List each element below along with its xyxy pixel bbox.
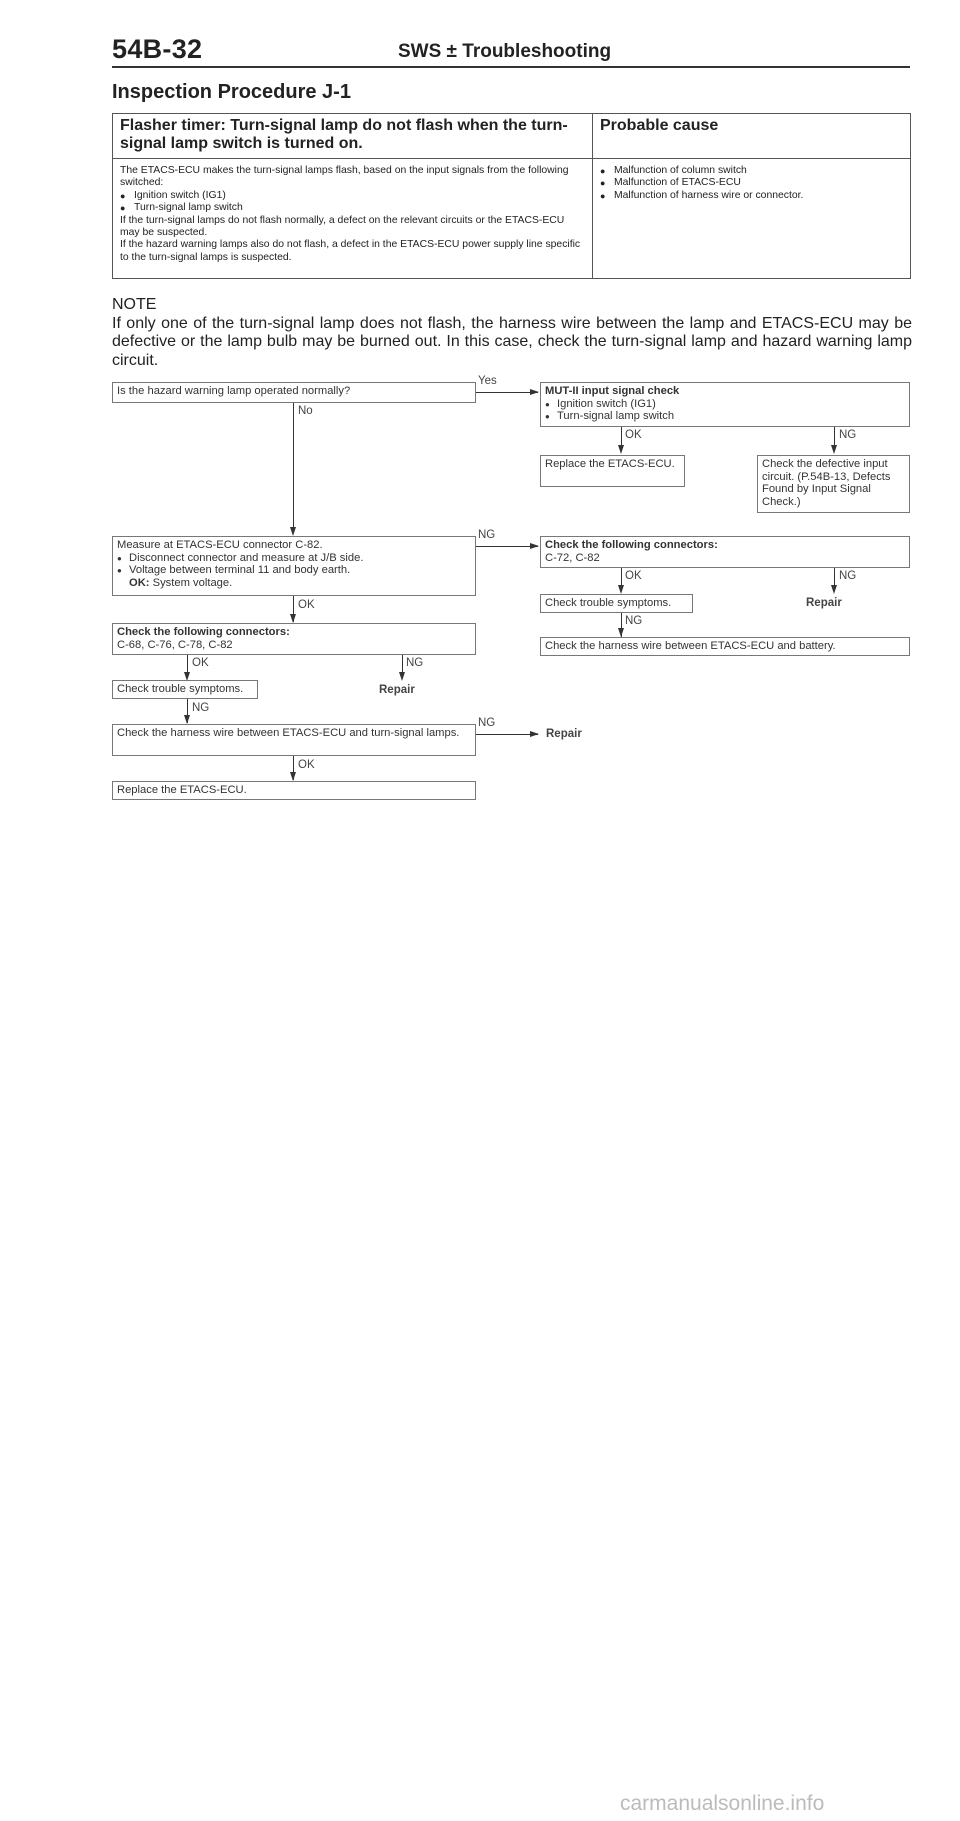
check-connectors-value: C-68, C-76, C-78, C-82: [117, 638, 233, 651]
mut-check-box: [540, 382, 910, 427]
description-intro: The ETACS-ECU makes the turn-signal lamps flash, based on the input signals from the following switched:: [120, 165, 569, 189]
measure-ok-value: System voltage.: [152, 576, 233, 589]
measure-ok-label: OK:: [129, 576, 150, 589]
ng-label: NG: [839, 429, 857, 441]
measure-bullet: ● Voltage between terminal 11 and body earth.: [117, 564, 471, 577]
no-label: No: [298, 405, 313, 417]
check-trouble-box: [112, 680, 258, 699]
symptom-header: Flasher timer: Turn-signal lamp do not flash when the turn-signal lamp switch is turned on.: [113, 114, 593, 159]
check-harness-lamps-box: [112, 724, 476, 756]
connector-line: [621, 427, 622, 447]
ok-label: OK: [298, 759, 315, 771]
mut-title: MUT-II input signal check: [545, 385, 680, 397]
section-title: SWS ± Troubleshooting: [398, 41, 612, 62]
ng-label: NG: [192, 702, 210, 714]
header-rule: [112, 66, 910, 68]
cause-item: ● Malfunction of harness wire or connector.: [600, 190, 903, 202]
yes-label: Yes: [478, 375, 497, 387]
hazard-question: Is the hazard warning lamp operated normally?: [117, 385, 351, 397]
check-connectors-title: Check the following connectors:: [117, 626, 290, 638]
procedure-title: Inspection Procedure J-1: [112, 81, 351, 103]
cause-item: ● Malfunction of column switch: [600, 165, 903, 177]
check-trouble-text: Check trouble symptoms.: [545, 597, 672, 609]
arrow-down: [290, 527, 296, 536]
arrow-down: [290, 772, 296, 781]
check-input-circuit-box: [757, 455, 910, 513]
arrow-right: [530, 389, 539, 395]
ng-label: NG: [478, 529, 496, 541]
measure-title: Measure at ETACS-ECU connector C-82.: [117, 539, 323, 551]
arrow-down: [831, 585, 837, 594]
arrow-right: [530, 731, 539, 737]
check-harness-battery-box: [540, 637, 910, 656]
ng-label: NG: [839, 570, 857, 582]
ok-label: OK: [298, 599, 315, 611]
description-text: If the hazard warning lamps also do not flash, a defect in the ETACS-ECU power supply line specific to the turn-signal lamps is suspected.: [120, 239, 581, 263]
description-text: If the turn-signal lamps do not flash normally, a defect on the relevant circuits or the ETACS-ECU may be suspected.: [120, 214, 565, 239]
arrow-down: [831, 445, 837, 454]
arrow-down: [618, 585, 624, 594]
check-input-circuit-text: Check the defective input circuit. (P.54B-13, Defects Found by Input Signal Check.): [762, 458, 891, 508]
cause-header: Probable cause: [593, 114, 911, 159]
check-connectors-title: Check the following connectors:: [545, 539, 718, 551]
measure-bullet: ● Disconnect connector and measure at J/B side.: [117, 552, 471, 565]
check-trouble-box: [540, 594, 693, 613]
description-bullet: ● Turn-signal lamp switch: [120, 202, 585, 214]
ng-label: NG: [478, 717, 496, 729]
check-trouble-text: Check trouble symptoms.: [117, 683, 244, 695]
hazard-question-box: [112, 382, 476, 403]
ok-label: OK: [192, 657, 209, 669]
connector-line: [834, 427, 835, 447]
check-harness-battery-text: Check the harness wire between ETACS-ECU and battery.: [545, 640, 836, 652]
repair-label: Repair: [806, 597, 842, 609]
ok-label: OK: [625, 429, 642, 441]
arrow-down: [618, 628, 624, 637]
probable-causes: [593, 159, 911, 279]
replace-etacs-final-box: [112, 781, 476, 800]
mut-bullet: ● Ignition switch (IG1): [545, 398, 905, 411]
connector-line: [293, 403, 294, 529]
connector-line: [476, 546, 538, 547]
replace-etacs-text: Replace the ETACS-ECU.: [545, 458, 675, 470]
ng-label: NG: [625, 615, 643, 627]
note: [112, 296, 912, 370]
check-harness-lamps-text: Check the harness wire between ETACS-ECU and turn-signal lamps.: [117, 727, 460, 739]
repair-label: Repair: [546, 728, 582, 740]
check-connectors-value: C-72, C-82: [545, 551, 600, 564]
replace-etacs-box: [540, 455, 685, 487]
ng-label: NG: [406, 657, 424, 669]
symptom-description: [113, 159, 593, 279]
check-connectors-c72-box: [540, 536, 910, 568]
note-text: If only one of the turn-signal lamp does not flash, the harness wire between the lamp and ETACS-ECU may be defective or the lamp bulb may be burned out. In this case, check the turn-signal lamp and hazard warning lamp circuit.: [112, 314, 912, 369]
ok-label: OK: [625, 570, 642, 582]
replace-etacs-final-text: Replace the ETACS-ECU.: [117, 784, 247, 796]
connector-line: [476, 734, 538, 735]
measure-box: [112, 536, 476, 596]
arrow-down: [290, 614, 296, 623]
note-heading: NOTE: [112, 296, 157, 313]
check-connectors-c68-box: [112, 623, 476, 655]
watermark: carmanualsonline.info: [620, 1792, 825, 1815]
arrow-down: [184, 715, 190, 724]
mut-bullet: ● Turn-signal lamp switch: [545, 410, 905, 423]
arrow-down: [618, 445, 624, 454]
cause-item: ● Malfunction of ETACS-ECU: [600, 177, 903, 189]
repair-label: Repair: [379, 684, 415, 696]
page-number: 54B-32: [112, 34, 203, 64]
cause-table: [112, 113, 911, 279]
description-bullet: ● Ignition switch (IG1): [120, 190, 585, 202]
arrow-down: [399, 672, 405, 681]
arrow-right: [530, 543, 539, 549]
connector-line: [476, 392, 538, 393]
